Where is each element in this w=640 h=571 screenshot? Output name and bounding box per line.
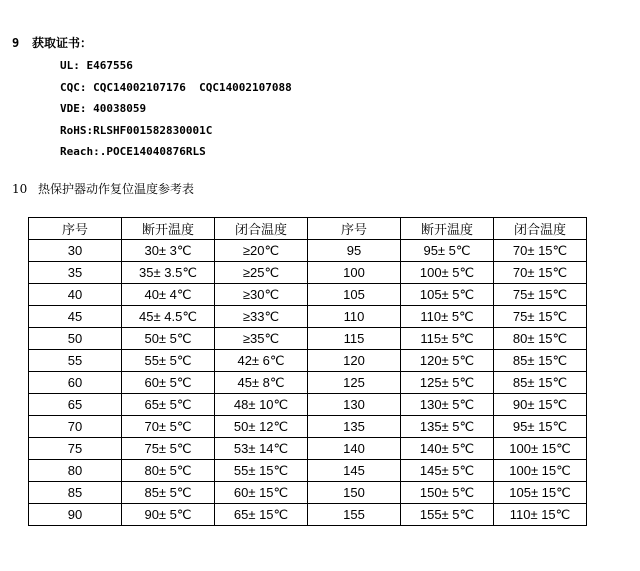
cell-close-temp-left: ≥25℃ xyxy=(215,262,308,284)
cell-index-left: 90 xyxy=(29,504,122,526)
cell-open-temp-right: 115± 5℃ xyxy=(401,328,494,350)
cell-close-temp-left: 65± 15℃ xyxy=(215,504,308,526)
cell-open-temp-left: 45± 4.5℃ xyxy=(122,306,215,328)
cell-close-temp-right: 70± 15℃ xyxy=(494,240,587,262)
section-9-title: 获取证书： xyxy=(32,36,93,50)
cell-open-temp-right: 120± 5℃ xyxy=(401,350,494,372)
column-header-open-temp-right: 断开温度 xyxy=(401,218,494,240)
cell-close-temp-right: 100± 15℃ xyxy=(494,460,587,482)
cell-index-right: 140 xyxy=(308,438,401,460)
table-row xyxy=(29,284,587,306)
cell-close-temp-left: ≥30℃ xyxy=(215,284,308,306)
section-9-heading xyxy=(12,34,92,51)
cell-open-temp-right: 155± 5℃ xyxy=(401,504,494,526)
cell-close-temp-right: 85± 15℃ xyxy=(494,350,587,372)
cell-close-temp-right: 95± 15℃ xyxy=(494,416,587,438)
section-9-number: 9 xyxy=(12,36,20,50)
cell-index-right: 125 xyxy=(308,372,401,394)
cell-close-temp-right: 85± 15℃ xyxy=(494,372,587,394)
table-body xyxy=(29,240,587,526)
cell-open-temp-left: 90± 5℃ xyxy=(122,504,215,526)
table-row xyxy=(29,350,587,372)
cell-index-left: 65 xyxy=(29,394,122,416)
cell-index-left: 60 xyxy=(29,372,122,394)
cell-close-temp-left: 60± 15℃ xyxy=(215,482,308,504)
cell-open-temp-left: 30± 3℃ xyxy=(122,240,215,262)
cell-open-temp-right: 135± 5℃ xyxy=(401,416,494,438)
certificate-line: Reach:.POCE14040876RLS xyxy=(60,145,206,158)
cell-close-temp-left: ≥20℃ xyxy=(215,240,308,262)
section-10-number: 10 xyxy=(12,182,28,196)
column-header-close-temp-left: 闭合温度 xyxy=(215,218,308,240)
cell-close-temp-right: 75± 15℃ xyxy=(494,306,587,328)
table-row xyxy=(29,460,587,482)
cell-open-temp-right: 140± 5℃ xyxy=(401,438,494,460)
cell-open-temp-right: 100± 5℃ xyxy=(401,262,494,284)
section-10-title: 热保护器动作复位温度参考表 xyxy=(38,182,195,196)
cell-index-left: 70 xyxy=(29,416,122,438)
table-row xyxy=(29,240,587,262)
temperature-reference-table xyxy=(28,217,587,526)
cell-index-left: 45 xyxy=(29,306,122,328)
certificate-line: RoHS:RLSHF001582830001C xyxy=(60,123,213,137)
cell-index-right: 155 xyxy=(308,504,401,526)
section-10-heading xyxy=(12,180,194,197)
cell-open-temp-right: 150± 5℃ xyxy=(401,482,494,504)
cell-close-temp-right: 100± 15℃ xyxy=(494,438,587,460)
cell-index-left: 35 xyxy=(29,262,122,284)
cell-open-temp-right: 145± 5℃ xyxy=(401,460,494,482)
table-header-row xyxy=(29,218,587,240)
cell-close-temp-right: 110± 15℃ xyxy=(494,504,587,526)
cell-index-right: 115 xyxy=(308,328,401,350)
cell-open-temp-left: 80± 5℃ xyxy=(122,460,215,482)
cell-index-left: 50 xyxy=(29,328,122,350)
cell-open-temp-left: 60± 5℃ xyxy=(122,372,215,394)
cell-index-left: 85 xyxy=(29,482,122,504)
column-header-close-temp-right: 闭合温度 xyxy=(494,218,587,240)
cell-open-temp-left: 55± 5℃ xyxy=(122,350,215,372)
cell-close-temp-right: 90± 15℃ xyxy=(494,394,587,416)
cell-open-temp-left: 75± 5℃ xyxy=(122,438,215,460)
cell-open-temp-left: 85± 5℃ xyxy=(122,482,215,504)
cell-open-temp-left: 50± 5℃ xyxy=(122,328,215,350)
certificate-list xyxy=(60,55,292,163)
cell-open-temp-left: 40± 4℃ xyxy=(122,284,215,306)
cell-index-right: 95 xyxy=(308,240,401,262)
table-row xyxy=(29,504,587,526)
cell-index-left: 55 xyxy=(29,350,122,372)
cell-close-temp-left: 42± 6℃ xyxy=(215,350,308,372)
table-row xyxy=(29,394,587,416)
cell-close-temp-left: 53± 14℃ xyxy=(215,438,308,460)
table-row xyxy=(29,372,587,394)
cell-close-temp-left: 48± 10℃ xyxy=(215,394,308,416)
cell-open-temp-right: 105± 5℃ xyxy=(401,284,494,306)
cell-close-temp-left: 50± 12℃ xyxy=(215,416,308,438)
cell-index-right: 110 xyxy=(308,306,401,328)
table-row xyxy=(29,306,587,328)
table-row xyxy=(29,416,587,438)
cell-open-temp-right: 95± 5℃ xyxy=(401,240,494,262)
cell-close-temp-left: ≥33℃ xyxy=(215,306,308,328)
table-row xyxy=(29,438,587,460)
cell-index-right: 130 xyxy=(308,394,401,416)
column-header-index-right: 序号 xyxy=(308,218,401,240)
cell-index-left: 30 xyxy=(29,240,122,262)
cell-open-temp-left: 35± 3.5℃ xyxy=(122,262,215,284)
cell-close-temp-right: 75± 15℃ xyxy=(494,284,587,306)
cell-open-temp-right: 125± 5℃ xyxy=(401,372,494,394)
certificate-line: VDE: 40038059 xyxy=(60,102,147,115)
certificate-line: UL: E467556 xyxy=(60,59,133,72)
cell-close-temp-right: 105± 15℃ xyxy=(494,482,587,504)
cell-index-left: 80 xyxy=(29,460,122,482)
cell-close-temp-right: 80± 15℃ xyxy=(494,328,587,350)
cell-index-right: 150 xyxy=(308,482,401,504)
column-header-index-left: 序号 xyxy=(29,218,122,240)
table-row xyxy=(29,482,587,504)
certificate-line: CQC: CQC14002107176 CQC14002107088 xyxy=(60,80,292,94)
cell-close-temp-left: ≥35℃ xyxy=(215,328,308,350)
cell-open-temp-right: 130± 5℃ xyxy=(401,394,494,416)
cell-index-right: 120 xyxy=(308,350,401,372)
cell-index-right: 135 xyxy=(308,416,401,438)
column-header-open-temp-left: 断开温度 xyxy=(122,218,215,240)
cell-index-right: 105 xyxy=(308,284,401,306)
cell-index-right: 100 xyxy=(308,262,401,284)
cell-index-right: 145 xyxy=(308,460,401,482)
cell-close-temp-left: 55± 15℃ xyxy=(215,460,308,482)
table-row xyxy=(29,328,587,350)
cell-open-temp-left: 65± 5℃ xyxy=(122,394,215,416)
cell-close-temp-left: 45± 8℃ xyxy=(215,372,308,394)
cell-index-left: 40 xyxy=(29,284,122,306)
cell-open-temp-right: 110± 5℃ xyxy=(401,306,494,328)
cell-index-left: 75 xyxy=(29,438,122,460)
table-row xyxy=(29,262,587,284)
cell-open-temp-left: 70± 5℃ xyxy=(122,416,215,438)
cell-close-temp-right: 70± 15℃ xyxy=(494,262,587,284)
